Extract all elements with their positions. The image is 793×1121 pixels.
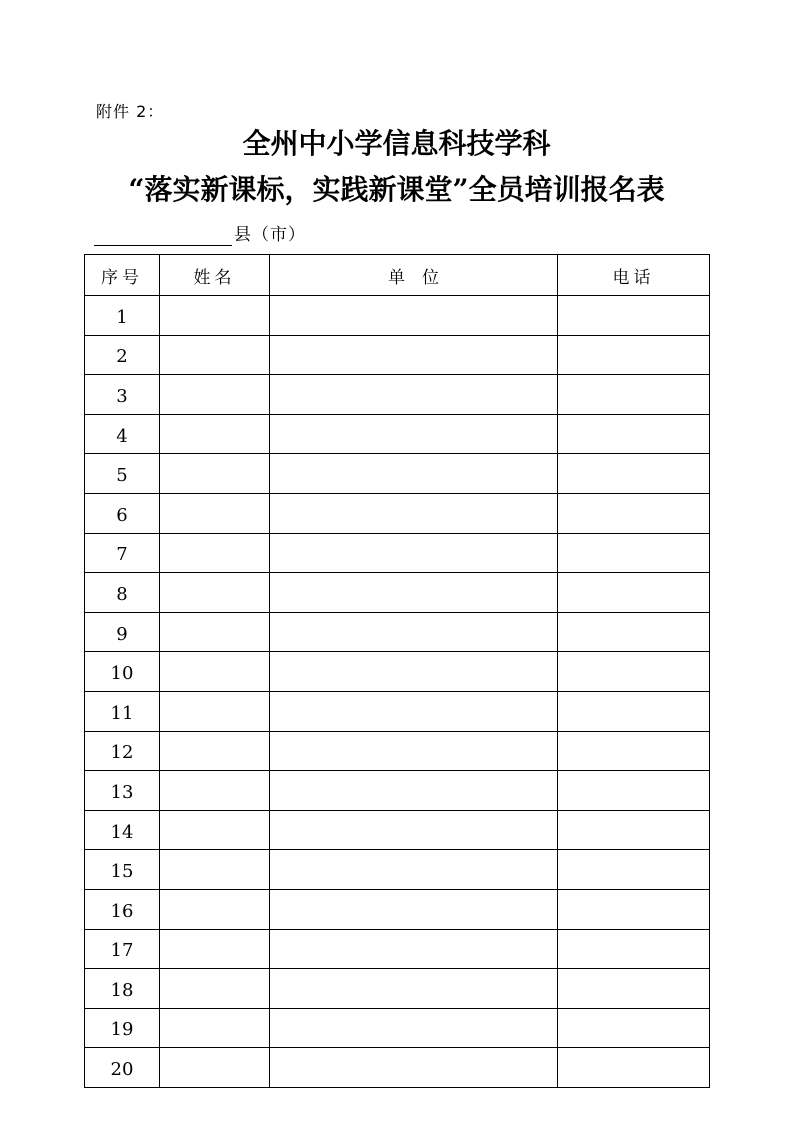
table-body bbox=[85, 296, 710, 1088]
phone-cell[interactable] bbox=[558, 850, 710, 890]
name-cell[interactable] bbox=[160, 1048, 270, 1088]
unit-cell[interactable] bbox=[270, 1008, 558, 1048]
phone-cell[interactable] bbox=[558, 771, 710, 811]
phone-cell[interactable] bbox=[558, 691, 710, 731]
unit-cell[interactable] bbox=[270, 810, 558, 850]
table-row bbox=[85, 573, 710, 613]
table-row bbox=[85, 296, 710, 336]
header-unit: 单 位 bbox=[270, 255, 558, 296]
row-index: 10 bbox=[85, 652, 160, 692]
table-row bbox=[85, 810, 710, 850]
row-index: 18 bbox=[85, 969, 160, 1009]
phone-cell[interactable] bbox=[558, 889, 710, 929]
table-row bbox=[85, 612, 710, 652]
attachment-label: 附件 2： bbox=[96, 102, 165, 121]
unit-cell[interactable] bbox=[270, 454, 558, 494]
name-cell[interactable] bbox=[160, 731, 270, 771]
row-index: 1 bbox=[85, 296, 160, 336]
name-cell[interactable] bbox=[160, 296, 270, 336]
phone-cell[interactable] bbox=[558, 1048, 710, 1088]
table-row bbox=[85, 889, 710, 929]
phone-cell[interactable] bbox=[558, 969, 710, 1009]
name-cell[interactable] bbox=[160, 533, 270, 573]
name-cell[interactable] bbox=[160, 335, 270, 375]
unit-cell[interactable] bbox=[270, 850, 558, 890]
unit-cell[interactable] bbox=[270, 493, 558, 533]
unit-cell[interactable] bbox=[270, 889, 558, 929]
table-row bbox=[85, 850, 710, 890]
name-cell[interactable] bbox=[160, 454, 270, 494]
table-row bbox=[85, 375, 710, 415]
table-row bbox=[85, 533, 710, 573]
unit-cell[interactable] bbox=[270, 414, 558, 454]
row-index: 9 bbox=[85, 612, 160, 652]
phone-cell[interactable] bbox=[558, 296, 710, 336]
row-index: 20 bbox=[85, 1048, 160, 1088]
unit-cell[interactable] bbox=[270, 969, 558, 1009]
unit-cell[interactable] bbox=[270, 375, 558, 415]
unit-cell[interactable] bbox=[270, 612, 558, 652]
name-cell[interactable] bbox=[160, 889, 270, 929]
unit-cell[interactable] bbox=[270, 929, 558, 969]
phone-cell[interactable] bbox=[558, 454, 710, 494]
row-index: 7 bbox=[85, 533, 160, 573]
name-cell[interactable] bbox=[160, 375, 270, 415]
row-index: 17 bbox=[85, 929, 160, 969]
page-title: 全州中小学信息科技学科 bbox=[242, 127, 551, 160]
header-phone: 电话 bbox=[558, 255, 710, 296]
name-cell[interactable] bbox=[160, 691, 270, 731]
name-cell[interactable] bbox=[160, 771, 270, 811]
row-index: 13 bbox=[85, 771, 160, 811]
row-index: 3 bbox=[85, 375, 160, 415]
table-row bbox=[85, 454, 710, 494]
row-index: 8 bbox=[85, 573, 160, 613]
table-row bbox=[85, 771, 710, 811]
row-index: 2 bbox=[85, 335, 160, 375]
row-index: 14 bbox=[85, 810, 160, 850]
phone-cell[interactable] bbox=[558, 573, 710, 613]
table-row bbox=[85, 1048, 710, 1088]
unit-cell[interactable] bbox=[270, 573, 558, 613]
unit-cell[interactable] bbox=[270, 691, 558, 731]
phone-cell[interactable] bbox=[558, 375, 710, 415]
unit-cell[interactable] bbox=[270, 296, 558, 336]
phone-cell[interactable] bbox=[558, 414, 710, 454]
header-index: 序号 bbox=[85, 255, 160, 296]
name-cell[interactable] bbox=[160, 493, 270, 533]
name-cell[interactable] bbox=[160, 612, 270, 652]
phone-cell[interactable] bbox=[558, 929, 710, 969]
table-row bbox=[85, 691, 710, 731]
name-cell[interactable] bbox=[160, 850, 270, 890]
phone-cell[interactable] bbox=[558, 652, 710, 692]
table-row bbox=[85, 929, 710, 969]
row-index: 15 bbox=[85, 850, 160, 890]
row-index: 11 bbox=[85, 691, 160, 731]
name-cell[interactable] bbox=[160, 1008, 270, 1048]
phone-cell[interactable] bbox=[558, 533, 710, 573]
row-index: 16 bbox=[85, 889, 160, 929]
table-row bbox=[85, 335, 710, 375]
row-index: 4 bbox=[85, 414, 160, 454]
county-blank-line[interactable] bbox=[94, 223, 232, 246]
unit-cell[interactable] bbox=[270, 335, 558, 375]
phone-cell[interactable] bbox=[558, 493, 710, 533]
county-suffix-label: 县（市） bbox=[234, 225, 306, 245]
name-cell[interactable] bbox=[160, 414, 270, 454]
unit-cell[interactable] bbox=[270, 731, 558, 771]
page-subtitle: “落实新课标，实践新课堂”全员培训报名表 bbox=[128, 173, 665, 206]
table-row bbox=[85, 1008, 710, 1048]
unit-cell[interactable] bbox=[270, 652, 558, 692]
phone-cell[interactable] bbox=[558, 731, 710, 771]
unit-cell[interactable] bbox=[270, 533, 558, 573]
row-index: 12 bbox=[85, 731, 160, 771]
table-row bbox=[85, 969, 710, 1009]
name-cell[interactable] bbox=[160, 652, 270, 692]
name-cell[interactable] bbox=[160, 573, 270, 613]
phone-cell[interactable] bbox=[558, 810, 710, 850]
name-cell[interactable] bbox=[160, 810, 270, 850]
registration-table bbox=[84, 254, 710, 1088]
header-name: 姓名 bbox=[160, 255, 270, 296]
unit-cell[interactable] bbox=[270, 771, 558, 811]
row-index: 19 bbox=[85, 1008, 160, 1048]
unit-cell[interactable] bbox=[270, 1048, 558, 1088]
row-index: 5 bbox=[85, 454, 160, 494]
name-cell[interactable] bbox=[160, 929, 270, 969]
phone-cell[interactable] bbox=[558, 1008, 710, 1048]
table-row bbox=[85, 652, 710, 692]
table-row bbox=[85, 414, 710, 454]
table-row bbox=[85, 731, 710, 771]
table-row bbox=[85, 493, 710, 533]
phone-cell[interactable] bbox=[558, 612, 710, 652]
name-cell[interactable] bbox=[160, 969, 270, 1009]
phone-cell[interactable] bbox=[558, 335, 710, 375]
table-header-row bbox=[85, 255, 710, 296]
county-field bbox=[94, 222, 306, 246]
row-index: 6 bbox=[85, 493, 160, 533]
